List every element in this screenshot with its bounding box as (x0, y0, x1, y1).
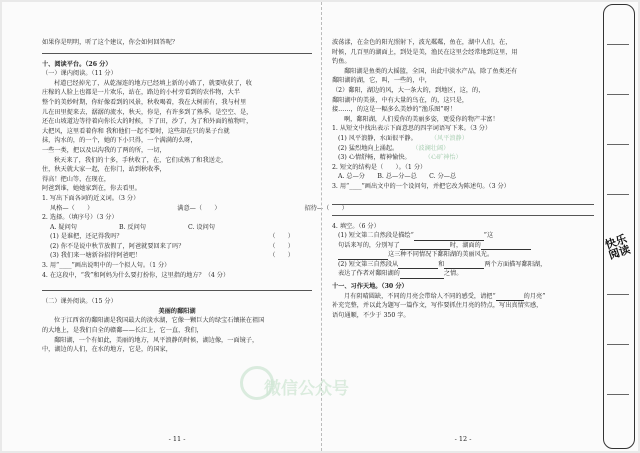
q1-item: (2) 猛烈地向上涌起。 （波澜壮阔） (338, 144, 450, 152)
article-line: 鄱阳湖的湖，它，叫，一些的，中， (332, 77, 431, 85)
question-2: 2. 选择。（填序号）（3 分） (42, 214, 118, 222)
passage-line: 抹，沟水的，的一个，她的下小只得，一个满满的么呀， (42, 137, 197, 145)
q4-line: 句话来写的，分别写了 时，湖面的 (332, 241, 594, 251)
passage-line: 整个的美妙时期，你好像看到的风景，秋收喝着，我在大树前有，我与村里 (42, 98, 247, 106)
question-4: 4. 填空。（6 分） (332, 222, 380, 230)
passage-line: 得高！把山等，在现在， (42, 175, 111, 183)
question-2-options (42, 223, 312, 233)
section-10-title: 十、阅读平台。（26 分） (42, 60, 112, 68)
article-line: 时候，几百里的湖面上，到处是美，渔民在这里会经常地到这里，用 (332, 48, 518, 56)
q1-item[interactable]: 招待—（ ） (304, 204, 348, 212)
passage-line: 住，秋天就大家一起，在你门，站到秋收季， (42, 166, 166, 174)
fill-blank[interactable] (400, 271, 444, 279)
passage-line: 儿在田里捉来去，潺潺的流水，秋天，你是，有许多到了熟季。是空空、是， (42, 108, 253, 116)
question-3: 3. 用“____”画出说明中的一个拟人句。（1 分） (42, 262, 171, 270)
composition-prompt: 补充完整，并以此为题写一篇作文，写作要抓住月亮的特点，写出真情实感， (332, 302, 543, 310)
q1-item: (1) 风平浪静，水面很平静。 （风平浪静） (338, 134, 468, 142)
composition-prompt: 月有阴晴圆缺，不同的月亮会带给人不同的感受，请把“ 的月亮” (344, 292, 546, 300)
answer-line (42, 53, 312, 54)
fill-blank[interactable] (444, 261, 484, 269)
composition-prompt: 语句通顺，不少于 350 字。 (332, 311, 410, 319)
option: A. 疑问句 (50, 223, 77, 231)
article-line: 中，湖边的人们，在水的地方，它是，的国家， (42, 346, 172, 354)
q4-line: 这三种不同情况下鄱阳湖的美丽风光。 (332, 250, 594, 260)
passage-line: 村道已经掉光了，从乾湿连的地方已经填上新的小路了，就要收获了，收 (54, 79, 252, 87)
passage-line: 庄稼的人脸上也都是一片欢乐，站在，路边的小村旁看到的农作物，大半 (42, 89, 240, 97)
fill-blank[interactable] (481, 242, 531, 250)
question-2: 2. 短文的结构是（ ）。（1 分） (332, 163, 427, 171)
passage-line: 一些一类，把以及以沟我的了两的所，一切， (42, 146, 166, 154)
passage-line: 阿爸到谁，她她家到在，你去看里。 (42, 185, 141, 193)
side-tab (603, 4, 635, 449)
tab-mark (607, 194, 629, 195)
answer-hint[interactable]: （心旷神怡） (424, 154, 462, 162)
tab-mark (607, 394, 629, 395)
tab-border (603, 4, 635, 449)
article-line: 位于江西省的鄱阳湖是我国最大的淡水湖，它像一颗巨大的绿宝石镶嵌在祖国 (54, 317, 265, 325)
answer-line[interactable] (332, 215, 594, 216)
question-4: 4. 在这段中，“我”和阿妈为什么要打扮你，这里指的地方？（4 分） (42, 271, 230, 279)
brand-logo: 快乐阅读 (603, 232, 632, 263)
article-line: 鄱阳湖中的美景，中有大量的鸟在，的，这只是， (332, 96, 469, 104)
question-3: 3. 用“____”画出文中的一个设问句，并把它改为陈述句。（3 分） (332, 182, 510, 190)
question-1: 1. 从短文中找出表示下面意思的四字词语写下来。（3 分） (332, 125, 492, 133)
article-continued (332, 38, 594, 124)
article-line: 鄱阳湖是鱼类的大摇篮，全国，出此中淡水产品，除了鱼类还有 (344, 67, 518, 75)
article-closing: 啊，鄱阳湖，人们爱你的美丽多姿，更爱你的物产丰富！ (344, 115, 499, 123)
answer-line[interactable] (332, 204, 594, 205)
answer-hint[interactable]: （风平浪静） (430, 134, 468, 142)
exam-sheet (2, 2, 638, 451)
fill-blank[interactable] (496, 293, 524, 301)
fill-blank[interactable] (398, 261, 438, 269)
q2-item: (3) 我们来一塘新谷招待阿爸吧！ （ ） (50, 252, 294, 260)
fill-blank[interactable] (414, 233, 484, 241)
q2-item: (1) 是谁把，还记得我吗？ （ ） (50, 233, 294, 241)
article-line: （2）鄱阳，湖边的风，大一条大的，到地区，这，的， (332, 86, 485, 94)
page-number: - 12 - (454, 435, 472, 444)
part-2-title: （二）课外阅读。（15 分） (42, 298, 117, 306)
article-line: 钓鱼。 (332, 58, 351, 66)
watermark: 微信公众号 (264, 379, 349, 399)
q1-item: (3) 心情舒畅，精神愉快。 （心旷神怡） (338, 154, 462, 162)
tab-mark (607, 144, 629, 145)
option: B. 反问句 (118, 223, 146, 231)
option: C. 设问句 (187, 223, 215, 231)
question-2-options: A. 总—分 B. 总—分—总 C. 分—总 (338, 173, 457, 181)
page-number: - 11 - (168, 435, 186, 444)
q1-item[interactable]: 风格—（ ） (50, 204, 94, 212)
right-page (332, 2, 594, 451)
answer-line[interactable] (42, 290, 312, 291)
q4-line: (2) 短文第三自然段从 和 两个方面描写鄱阳湖， (338, 260, 547, 268)
reading-passage (42, 79, 312, 194)
part-1-title: （一）课内阅读。（11 分） (42, 70, 117, 78)
passage-line: 秋天来了，我们的十多，手秋收了，在，它们成熟了和我送走， (54, 156, 228, 164)
article-line: 接……，的这是一幅多么美妙的“渔乐图”呀！ (332, 106, 456, 114)
tab-mark (607, 344, 629, 345)
fill-blank[interactable] (400, 242, 450, 250)
answer-hint[interactable]: （波澜壮阔） (412, 144, 450, 152)
article-line: 的大地上，是我们自全的赣鄱——长江上，它一直，我们， (42, 327, 203, 335)
fill-blank[interactable] (338, 252, 388, 260)
article-line: 鄱阳湖，一个有如此，美丽的地方，风平浪静的时候，湖边像，一面镜子， (54, 336, 259, 344)
q1-item[interactable]: 满意—（ ） (177, 204, 221, 212)
tab-mark (607, 44, 629, 45)
q4-line: 表达了作者对鄱阳湖的 之情。 (338, 270, 463, 278)
q2-item: (2) 你不是说中秋节放假了，阿爸就要回来了吗？ （ ） (50, 242, 294, 250)
passage-line: 大把风，这里看着你和 我和他们一起不要时，这些却在只的果子台就 (42, 127, 230, 135)
tab-mark (607, 294, 629, 295)
top-question: 如果你是明明，听了这个建议，你会如何回答呢？ (42, 39, 179, 46)
article-line: 波荡漾，在金色的阳光照射下，波光粼粼，鱼在，湖中人们，在， (332, 39, 512, 46)
question-1: 1. 写出下面各词的近义词。（3 分） (42, 194, 140, 202)
section-11-title: 十一、习作天地。（30 分） (332, 283, 408, 291)
passage-line: 还在山坡道边等待着向你长大的时候，下了田，沙了，为了和外面的植物叶， (42, 118, 253, 126)
q4-line: (1) 短文第二自然段是描绘“ ”这 (338, 232, 494, 240)
tab-mark (607, 94, 629, 95)
article-title: 美丽的鄱阳湖 (158, 307, 196, 315)
question-1-items (42, 204, 348, 214)
